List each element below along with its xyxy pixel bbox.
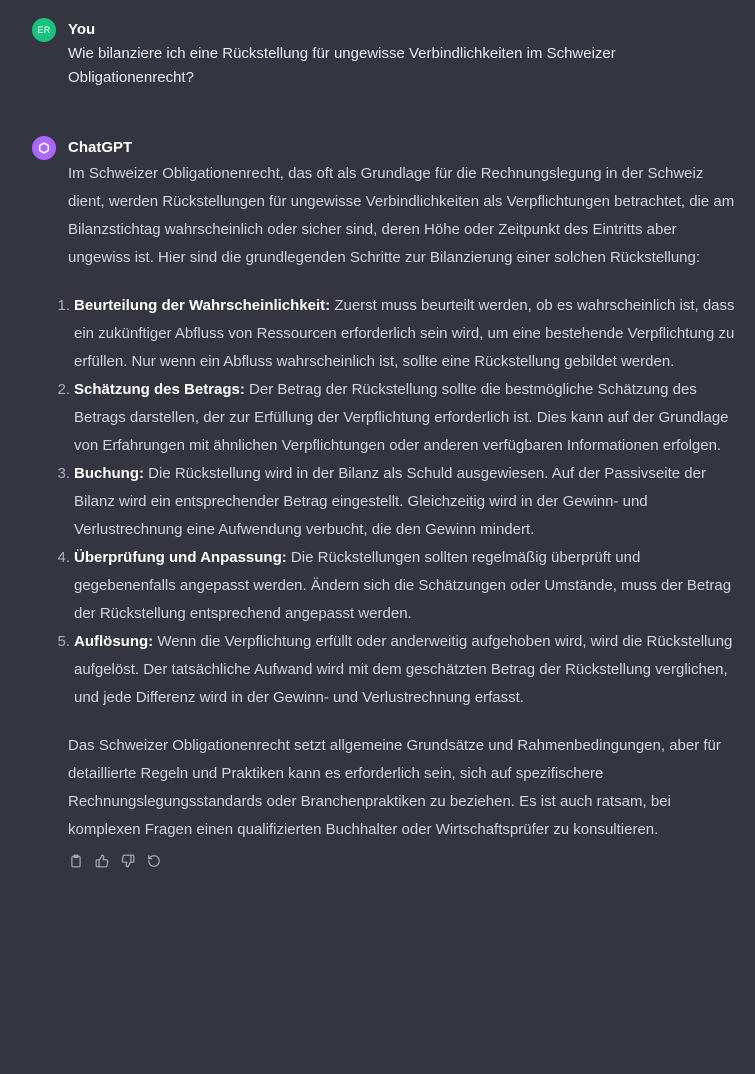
list-item-text: Die Rückstellungen sollten regelmäßig überprüft und gegebenenfalls angepasst werden. Ändern sich die Schätzungen oder Umstände, muss der Betrag der Rückstellung entsprechend angepasst werden. (74, 549, 732, 622)
list-item (57, 460, 735, 544)
list-item-title: Beurteilung der Wahrscheinlichkeit: (74, 297, 331, 314)
copy-button[interactable] (68, 853, 84, 869)
list-item-title: Schätzung des Betrags: (74, 381, 245, 398)
list-item-number: 5. (57, 633, 70, 650)
user-avatar-initials: ER (37, 25, 51, 35)
thumbs-up-icon (95, 854, 109, 868)
steps-list (57, 292, 735, 712)
assistant-avatar (32, 136, 56, 160)
list-item-number: 1. (57, 297, 70, 314)
user-avatar (32, 18, 56, 42)
message-actions (68, 852, 735, 870)
assistant-message (32, 136, 735, 870)
list-item-number: 2. (57, 381, 70, 398)
list-item-text: Zuerst muss beurteilt werden, ob es wahrscheinlich ist, dass ein zukünftiger Abfluss von Ressourcen erforderlich sein wird, um eine bestehende Verpflichtung zu erfüllen. Nur wenn ein Abfluss wahrscheinlich ist, sollte eine Rückstellung gebildet werden. (74, 297, 735, 370)
list-item (57, 628, 735, 712)
list-item (57, 544, 735, 628)
user-message (32, 18, 735, 90)
user-message-content (68, 18, 735, 90)
list-item-number: 4. (57, 549, 70, 566)
thumbs-up-button[interactable] (94, 853, 110, 869)
assistant-conclusion-paragraph: Das Schweizer Obligationenrecht setzt allgemeine Grundsätze und Rahmenbedingungen, aber für detaillierte Regeln und Praktiken kann es erforderlich sein, sich auf spezifischere Rechnungslegungsstandards oder Branchenpraktiken zu beziehen. Es ist auch ratsam, bei komplexen Fragen einen qualifizierten Buchhalter oder Wirtschaftsprüfer zu konsultieren. (68, 737, 721, 838)
list-item-text: Die Rückstellung wird in der Bilanz als Schuld ausgewiesen. Auf der Passivseite der Bilanz wird ein entsprechender Betrag eingestellt. Gleichzeitig wird in der Gewinn- und Verlustrechnung eine Aufwendung verbucht, die den Gewinn mindert. (74, 465, 706, 538)
list-item (57, 376, 735, 460)
assistant-author-name: ChatGPT (68, 139, 133, 156)
user-message-text: Wie bilanziere ich eine Rückstellung für ungewisse Verbindlichkeiten im Schweizer Obligationenrecht? (68, 45, 616, 86)
openai-logo-icon (36, 140, 52, 156)
assistant-message-content (57, 136, 735, 870)
list-item (57, 292, 735, 376)
list-item-title: Auflösung: (74, 633, 154, 650)
regenerate-button[interactable] (146, 853, 162, 869)
copy-icon (69, 854, 83, 868)
list-item-text: Wenn die Verpflichtung erfüllt oder anderweitig aufgehoben wird, wird die Rückstellung aufgelöst. Der tatsächliche Aufwand wird mit dem geschätzten Betrag der Rückstellung verglichen, und jede Differenz wird in der Gewinn- und Verlustrechnung erfasst. (74, 633, 733, 706)
regenerate-icon (147, 854, 161, 868)
assistant-intro-paragraph: Im Schweizer Obligationenrecht, das oft als Grundlage für die Rechnungslegung in der Schweiz dient, werden Rückstellungen für ungewisse Verbindlichkeiten als Verpflichtungen betrachtet, die am Bilanzstichtag wahrscheinlich oder sicher sind, deren Höhe oder Zeitpunkt des Eintritts aber ungewiss ist. Hier sind die grundlegenden Schritte zur Bilanzierung einer solchen Rückstellung: (68, 165, 735, 266)
list-item-text: Der Betrag der Rückstellung sollte die bestmögliche Schätzung des Betrags darstellen, der zur Erfüllung der Verpflichtung erforderlich ist. Dies kann auf der Grundlage von Erfahrungen mit ähnlichen Verpflichtungen oder anderen verfügbaren Informationen erfolgen. (74, 381, 729, 454)
thumbs-down-icon (121, 854, 135, 868)
user-author-name: You (68, 21, 96, 38)
list-item-number: 3. (57, 465, 70, 482)
thumbs-down-button[interactable] (120, 853, 136, 869)
list-item-title: Buchung: (74, 465, 144, 482)
list-item-title: Überprüfung und Anpassung: (74, 549, 287, 566)
